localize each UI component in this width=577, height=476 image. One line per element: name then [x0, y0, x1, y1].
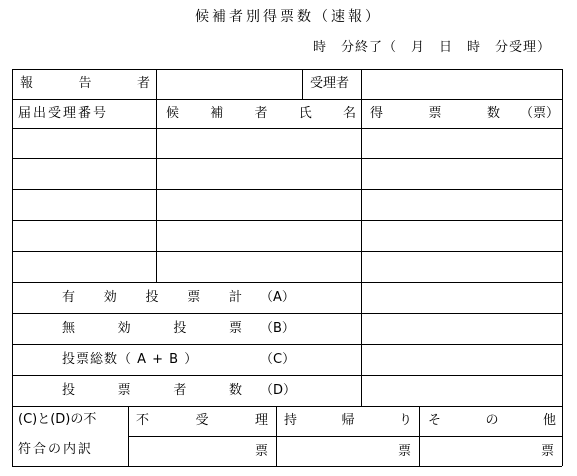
- not-accepted-header: 不 受 理: [136, 413, 268, 428]
- invalid-votes-label: 無 効 投 票: [62, 321, 242, 336]
- valid-votes-code: （A）: [260, 290, 295, 305]
- total-votes-label: 投票総数（ A + B ）: [62, 352, 199, 367]
- not-accepted-unit: 票: [255, 444, 269, 459]
- discrepancy-label-line1: (C)と(D)の不: [18, 412, 97, 427]
- votes-unit: （票）: [520, 106, 560, 121]
- other-unit: 票: [541, 444, 555, 459]
- taken-home-unit: 票: [398, 444, 412, 459]
- entry-row-votes[interactable]: [363, 130, 559, 157]
- taken-home-header: 持 帰 り: [284, 413, 412, 428]
- entry-row-number[interactable]: [14, 130, 154, 157]
- candidate-name-header: 候 補 者 氏 名: [166, 106, 356, 121]
- discrepancy-label-line2: 符合の内訳: [18, 442, 94, 457]
- receiver-label: 受理者: [310, 76, 350, 91]
- entry-row-name[interactable]: [158, 130, 358, 157]
- total-votes-code: （C）: [260, 352, 296, 367]
- receiver-field[interactable]: [365, 70, 559, 98]
- time-line: 時 分終了（ 月 日 時 分受理）: [312, 40, 551, 55]
- voter-count-code: （D）: [260, 383, 297, 398]
- valid-votes-label: 有 効 投 票 計: [62, 290, 242, 305]
- voter-count-label: 投 票 者 数: [62, 383, 242, 398]
- form-title: 候補者別得票数（速報）: [195, 9, 382, 25]
- filing-number-header: 届出受理番号: [18, 106, 109, 121]
- reporter-field[interactable]: [160, 70, 298, 98]
- reporter-label: 報 告 者: [20, 76, 150, 91]
- invalid-votes-code: （B）: [260, 321, 295, 336]
- other-header: そ の 他: [428, 413, 556, 428]
- votes-header: 得 票 数: [370, 106, 500, 121]
